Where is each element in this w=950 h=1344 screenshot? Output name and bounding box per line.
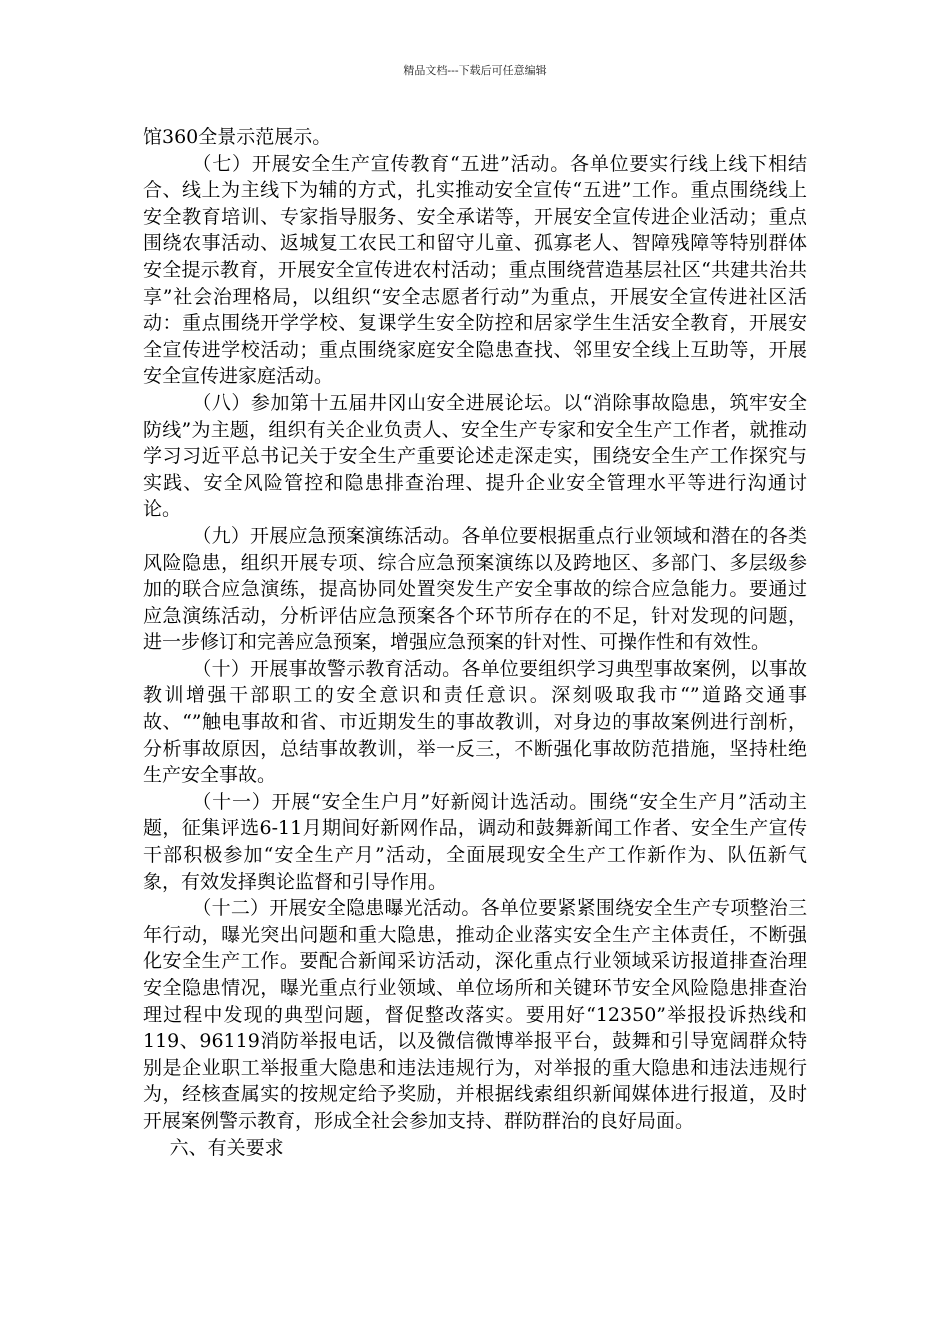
- document-body: [143, 124, 807, 1161]
- paragraph-item-9: （九）开展应急预案演练活动。各单位要根据重点行业领域和潜在的各类风险隐患，组织开展专项、综合应急预案演练以及跨地区、多部门、多层级参加的联合应急演练，提高协同处置突发生产安全事故的综合应急能力。要通过应急演练活动，分析评估应急预案各个环节所存在的不足，针对发现的问题，进一步修订和完善应急预案，增强应急预案的针对性、可操作性和有效性。: [143, 524, 807, 654]
- section-heading-6: 六、有关要求: [169, 1136, 284, 1159]
- paragraph-item-11: （十一）开展“安全生户月”好新阅计选活动。围绕“安全生产月”活动主题，征集评选6-11月期间好新网作品，调动和鼓舞新闻工作者、安全生产宣传干部积极参加“安全生产月”活动，全面展现安全生产工作新作为、队伍新气象，有效发择舆论监督和引导作用。: [143, 790, 807, 893]
- page-header: 精品文档---下载后可任意编辑: [403, 64, 547, 77]
- paragraph-item-12: （十二）开展安全隐患曝光活动。各单位要紧紧围绕安全生产专项整治三年行动，曝光突出问题和重大隐患，推动企业落实安全生产主体责任，不断强化安全生产工作。要配合新闻采访活动，深化重点行业领域采访报道排查治理安全隐患情况，曝光重点行业领域、单位场所和关键环节安全风险隐患排查治理过程中发现的典型问题，督促整改落实。要用好“12350”举报投诉热线和119、96119消防举报电话，以及微信微博举报平台，鼓舞和引导宽阔群众特别是企业职工举报重大隐患和违法违规行为，对举报的重大隐患和违法违规行为，经核查属实的按规定给予奖励，并根据线索组织新闻媒体进行报道，及时开展案例警示教育，形成全社会参加支持、群防群治的良好局面。: [143, 897, 807, 1132]
- paragraph-continuation: 馆360全景示范展示。: [143, 126, 332, 148]
- paragraph-item-10: （十）开展事故警示教育活动。各单位要组织学习典型事故案例，以事故教训增强干部职工的安全意识和责任意识。深刻吸取我市“”道路交通事故、“”触电事故和省、市近期发生的事故教训，对身边的事故案例进行剖析，分析事故原因，总结事故教训，举一反三，不断强化事故防范措施，坚持杜绝生产安全事故。: [143, 657, 807, 787]
- paragraph-item-7: （七）开展安全生产宣传教育“五进”活动。各单位要实行线上线下相结合、线上为主线下为辅的方式，扎实推动安全宣传“五进”工作。重点围绕线上安全教育培训、专家指导服务、安全承诺等，开展安全宣传进企业活动；重点围绕农事活动、返城复工农民工和留守儿童、孤寡老人、智障残障等特别群体安全提示教育，开展安全宣传进农村活动；重点围绕营造基层社区“共建共治共享”社会治理格局，以组织“安全志愿者行动”为重点，开展安全宣传进社区活动：重点围绕开学学校、复课学生安全防控和居家学生生活安全教育，开展安全宣传进学校活动；重点围绕家庭安全隐患查找、邻里安全线上互助等，开展安全宣传进家庭活动。: [143, 152, 807, 388]
- paragraph-item-8: （八）参加第十五届井冈山安全进展论坛。以“消除事故隐患，筑牢安全防线”为主题，组织有关企业负责人、安全生产专家和安全生产工作者，就推动学习习近平总书记关于安全生产重要论述走深走实，围绕安全生产工作探究与实践、安全风险管控和隐患排查治理、提升企业安全管理水平等进行沟通讨论。: [143, 391, 807, 521]
